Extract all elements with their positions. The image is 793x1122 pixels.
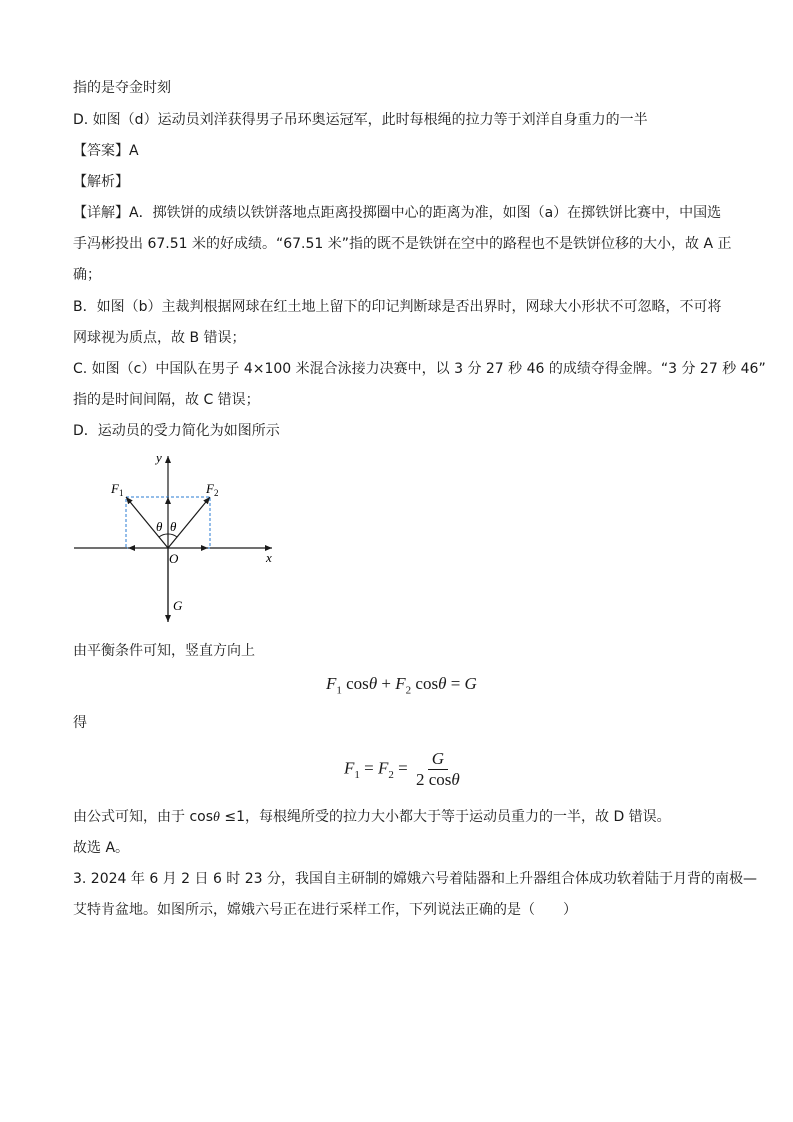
option-d-text: D. 如图（d）运动员刘洋获得男子吊环奥运冠军，此时每根绳的拉力等于刘洋自身重力的一半 xyxy=(73,112,648,128)
explanation-line: 网球视为质点，故 B 错误； xyxy=(73,330,246,346)
f1-label: $F_1$ xyxy=(111,481,124,498)
theta-right-label: θ xyxy=(170,519,177,534)
text-line: 指的是夺金时刻 xyxy=(73,80,171,96)
question-3-text: 艾特肯盆地。如图所示，嫦娥六号正在进行采样工作，下列说法正确的是（ ） xyxy=(73,902,577,918)
origin-label: O xyxy=(169,551,179,566)
explanation-line: 【详解】A．掷铁饼的成绩以铁饼落地点距离投掷圈中心的距离为准，如图（a）在掷铁饼比赛中，中国选 xyxy=(73,205,722,221)
explanation-line: D．运动员的受力简化为如图所示 xyxy=(73,423,280,439)
equation-equilibrium: $F_1$ $\cos\theta + F_2$ cosθ = G xyxy=(326,674,477,697)
equation-tension: $F_1 = F_2$ = $\frac{G}{2 \cos\theta}$ xyxy=(344,750,464,789)
text-line: 得 xyxy=(73,715,87,731)
analysis-heading: 【解析】 xyxy=(73,174,129,190)
text-line: 由公式可知，由于 cosθ ≤1，每根绳所受的拉力大小都大于等于运动员重力的一半，故 D 错误。 xyxy=(73,809,671,825)
explanation-line: 指的是时间间隔，故 C 错误； xyxy=(73,392,260,408)
angle-arc-left xyxy=(159,534,168,537)
y-axis-label: y xyxy=(156,450,162,465)
x-axis-label: x xyxy=(266,550,272,565)
theta-left-label: θ xyxy=(156,519,163,534)
question-3-text: 3. 2024 年 6 月 2 日 6 时 23 分，我国自主研制的嫦娥六号着陆器和上升器组合体成功软着陆于月背的南极— xyxy=(73,871,758,887)
fraction: $\frac{G}{2 \cos\theta}$ xyxy=(415,749,460,789)
explanation-line: 确； xyxy=(73,267,101,283)
angle-arc-right xyxy=(168,534,177,537)
text-line: 故选 A。 xyxy=(73,840,130,856)
f2-label: $F_2$ xyxy=(206,481,219,498)
text-line: 由平衡条件可知，竖直方向上 xyxy=(73,643,255,659)
explanation-line: B．如图（b）主裁判根据网球在红土地上留下的印记判断球是否出界时，网球大小形状不可忽略，不可将 xyxy=(73,299,722,315)
force-diagram xyxy=(70,450,285,630)
explanation-line: 手冯彬投出 67.51 米的好成绩。“67.51 米”指的既不是铁饼在空中的路程也不是铁饼位移的大小，故 A 正 xyxy=(73,236,732,252)
g-label: G xyxy=(173,598,183,613)
explanation-line: C. 如图（c）中国队在男子 4×100 米混合泳接力决赛中，以 3 分 27 秒 46 的成绩夺得金牌。“3 分 27 秒 46” xyxy=(73,361,766,377)
answer-label: 【答案】A xyxy=(73,143,139,159)
